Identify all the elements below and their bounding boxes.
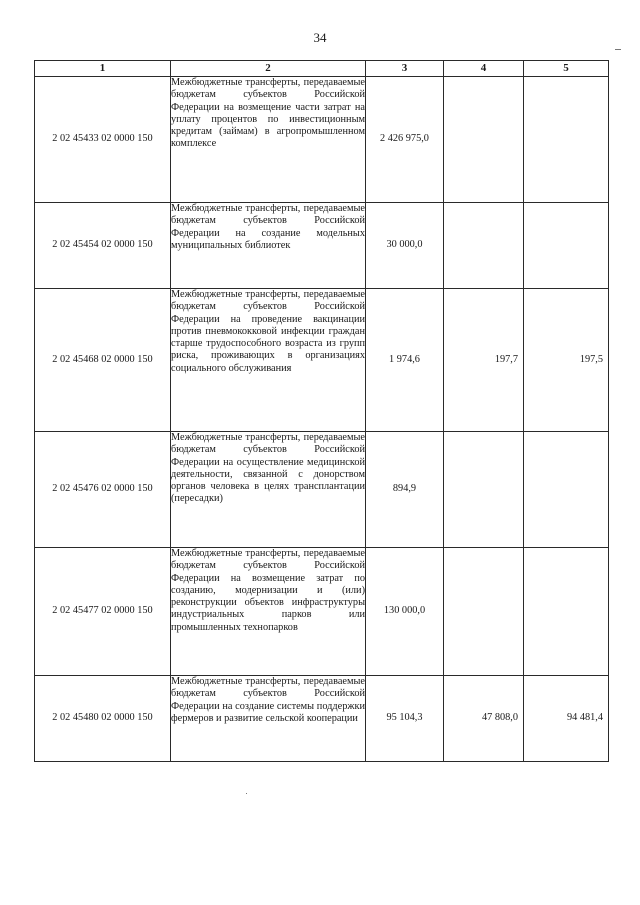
description-cell: Межбюджетные трансферты, передаваемые бюджетам субъектов Российской Федерации на создание системы поддержки фермеров и развитие сельской кооперации xyxy=(171,676,366,762)
budget-code-cell: 2 02 45454 02 0000 150 xyxy=(35,203,171,289)
column-header-5: 5 xyxy=(524,61,609,77)
column-4-value xyxy=(444,432,524,548)
budget-code-cell: 2 02 45480 02 0000 150 xyxy=(35,676,171,762)
column-header-4: 4 xyxy=(444,61,524,77)
budget-table xyxy=(34,60,609,762)
table-row xyxy=(35,289,609,432)
table-row xyxy=(35,432,609,548)
column-header-3: 3 xyxy=(366,61,444,77)
scan-speck xyxy=(246,793,247,794)
column-3-value: 1 974,6 xyxy=(366,289,444,432)
budget-code-cell: 2 02 45477 02 0000 150 xyxy=(35,548,171,676)
page-number: 34 xyxy=(313,30,327,45)
column-5-value xyxy=(524,548,609,676)
column-5-value xyxy=(524,432,609,548)
description-cell: Межбюджетные трансферты, передаваемые бюджетам субъектов Российской Федерации на создание модельных муниципальных библиотек xyxy=(171,203,366,289)
budget-code-cell: 2 02 45468 02 0000 150 xyxy=(35,289,171,432)
budget-code-cell: 2 02 45433 02 0000 150 xyxy=(35,77,171,203)
column-4-value xyxy=(444,77,524,203)
column-header-2: 2 xyxy=(171,61,366,77)
scan-mark xyxy=(615,49,621,50)
column-3-value: 2 426 975,0 xyxy=(366,77,444,203)
table-row xyxy=(35,77,609,203)
column-4-value: 47 808,0 xyxy=(444,676,524,762)
column-5-value: 197,5 xyxy=(524,289,609,432)
description-cell: Межбюджетные трансферты, передаваемые бюджетам субъектов Российской Федерации на возмещение части затрат на уплату процентов по инвестиционным кредитам (займам) в агропромышленном комплексе xyxy=(171,77,366,203)
table-row xyxy=(35,676,609,762)
column-4-value xyxy=(444,203,524,289)
table-row xyxy=(35,203,609,289)
column-5-value: 94 481,4 xyxy=(524,676,609,762)
description-cell: Межбюджетные трансферты, передаваемые бюджетам субъектов Российской Федерации на возмещение затрат по созданию, модернизации и (или) реконструкции объектов инфраструктуры индустриальных парков или промышленных технопарков xyxy=(171,548,366,676)
budget-code-cell: 2 02 45476 02 0000 150 xyxy=(35,432,171,548)
description-cell: Межбюджетные трансферты, передаваемые бюджетам субъектов Российской Федерации на осуществление медицинской деятельности, связанной с донорством органов человека в целях трансплантации (пересадки) xyxy=(171,432,366,548)
column-3-value: 894,9 xyxy=(366,432,444,548)
column-4-value xyxy=(444,548,524,676)
column-3-value: 130 000,0 xyxy=(366,548,444,676)
column-4-value: 197,7 xyxy=(444,289,524,432)
table-row xyxy=(35,548,609,676)
description-cell: Межбюджетные трансферты, передаваемые бюджетам субъектов Российской Федерации на проведение вакцинации против пневмококковой инфекции граждан старше трудоспособного возраста из групп риска, проживающих в организациях социального обслуживания xyxy=(171,289,366,432)
column-5-value xyxy=(524,203,609,289)
header-row xyxy=(35,61,609,77)
column-5-value xyxy=(524,77,609,203)
column-header-1: 1 xyxy=(35,61,171,77)
column-3-value: 95 104,3 xyxy=(366,676,444,762)
column-3-value: 30 000,0 xyxy=(366,203,444,289)
